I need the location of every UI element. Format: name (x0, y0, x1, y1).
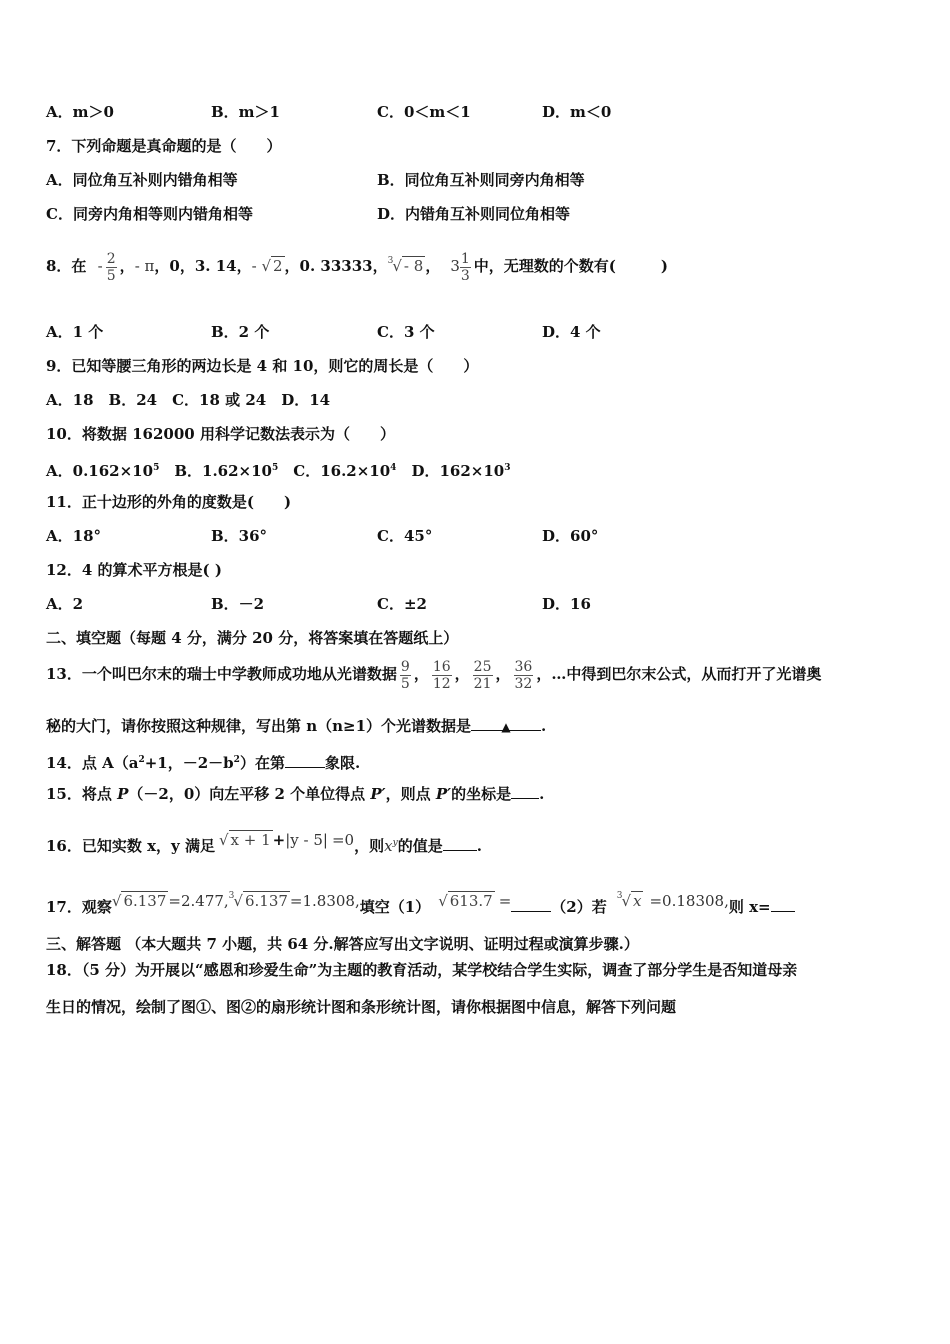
q15-text-b: （－2，0）向左平移 2 个单位得点 (128, 785, 371, 803)
q7-option-b: B．同位角互补则同旁内角相等 (377, 171, 585, 189)
q10-stem: 10．将数据 162000 用科学记数法表示为（ ） (46, 425, 395, 443)
q16-abs-content: y - 5 (290, 831, 323, 849)
q8-cbrt-index: 3 (387, 256, 394, 266)
q15-answer-blank[interactable] (511, 784, 539, 799)
q13-frac1-num: 9 (400, 658, 410, 675)
q13-sep2: ， (454, 665, 470, 683)
q10-option-b: B．1.62×10 (159, 462, 272, 480)
q16-text-a: 16．已知实数 x，y 满足 (46, 837, 215, 855)
q17-sqrt2: √ 613.7 (438, 892, 493, 910)
q13-frac2-den: 12 (432, 675, 451, 692)
q9-stem: 9．已知等腰三角形的两边长是 4 和 10，则它的周长是（ ） (46, 357, 479, 375)
q12-option-c: C．±2 (377, 595, 427, 613)
q15-point-p-prime-2: P′ (435, 785, 452, 803)
q13-line2-end: . (541, 717, 547, 735)
q13-answer-blank[interactable] (471, 716, 541, 734)
q13-prefix: 13．一个叫巴尔末的瑞士中学教师成功地从光谱数据 (46, 665, 397, 683)
q16-text-c: 的值是 (397, 837, 443, 855)
q7-option-d: D．内错角互补则同位角相等 (377, 205, 571, 223)
q14-sup2: 2 (233, 755, 240, 765)
q17-value3: = (498, 892, 512, 910)
q13-fraction-2 (432, 659, 452, 692)
q14-text-d: 象限. (324, 754, 361, 772)
q17-text-a: 17．观察 (46, 898, 112, 916)
q13-sep1: ， (413, 665, 429, 683)
q17-cbrt2: $^3$√ x (616, 891, 642, 910)
q12-option-a: A．2 (46, 595, 84, 613)
q17-answer-blank-1[interactable] (511, 897, 551, 912)
q18-line1: 18．（5 分）为开展以“感恩和珍爱生命”为主题的教育活动，某学校结合学生实际，调查了部分学生是否知道母亲 (46, 961, 798, 979)
q8-cbrt-radicand: - 8 (403, 257, 424, 275)
q13-frac3-den: 21 (473, 675, 492, 692)
q8-option-c: C．3 个 (377, 323, 435, 341)
q16-plus: + (272, 831, 286, 849)
q8-minus: - (97, 257, 103, 275)
q11-stem: 11．正十边形的外角的度数是( ) (46, 493, 292, 511)
q13-fraction-3 (473, 659, 493, 692)
q6-option-c: C．0＜m＜1 (377, 103, 471, 121)
q15-text-e: . (539, 785, 545, 803)
q17-stem (46, 878, 904, 925)
q11-option-a: A．18° (46, 527, 102, 545)
q13-line2 (46, 716, 904, 736)
q7-option-a: A．同位角互补则内错角相等 (46, 171, 238, 189)
q16-answer-blank[interactable] (443, 836, 477, 851)
q14-stem (46, 750, 904, 773)
q13-fraction-4 (514, 659, 534, 692)
q14-sup1: 2 (138, 755, 145, 765)
section3-heading: 三、解答题 （本大题共 7 小题，共 64 分.解答应写出文字说明、证明过程或演算步骤.） (46, 935, 639, 953)
q6-option-a: A．m＞0 (46, 103, 114, 121)
q8-sep1: ， (119, 257, 135, 275)
q6-option-b: B．m＞1 (211, 103, 280, 121)
q17-answer-blank-2[interactable] (771, 897, 795, 912)
q17-sqrt1-radicand: 6.137 (123, 892, 167, 910)
q16-base-x: x (384, 837, 393, 855)
q16-text-b: ，则 (354, 837, 385, 855)
q8-frac1-num: 2 (106, 250, 116, 267)
q8-mixed-den: 3 (460, 267, 470, 284)
q15-text-d: 的坐标是 (451, 785, 512, 803)
q10-option-c: C．16.2×10 (278, 462, 391, 480)
q7-option-c: C．同旁内角相等则内错角相等 (46, 205, 253, 223)
q16-abs: |y - 5| (285, 831, 328, 849)
q11-option-c: C．45° (377, 527, 433, 545)
q8-prefix: 8．在 (46, 257, 87, 275)
q12-stem: 12．4 的算术平方根是( ) (46, 561, 222, 579)
q10-option-d: D．162×10 (396, 462, 505, 480)
q14-text-b: +1，－2－b (144, 754, 234, 772)
q15-text-c: ，则点 (385, 785, 436, 803)
q17-cbrt2-radicand: x (633, 892, 642, 910)
q8-sqrt2-radicand: 2 (273, 257, 283, 275)
q13-frac4-num: 36 (514, 658, 533, 675)
q17-cbrt2-index: 3 (616, 891, 623, 901)
q16-sqrt: √ x + 1 (218, 831, 271, 849)
q17-sqrt1: √ 6.137 (111, 892, 167, 910)
q8-suffix: 中，无理数的个数有( ) (473, 257, 668, 275)
q8-mixed-fraction (460, 251, 471, 284)
q8-sqrt2: √ 2 (261, 257, 283, 275)
q16-exponent-y: y (392, 838, 398, 848)
q8-cbrt-neg8: $^3$√ - 8 (387, 256, 424, 275)
q13-frac2-num: 16 (432, 658, 451, 675)
q17-cbrt1: $^3$√ 6.137 (228, 891, 288, 910)
q13-frac4-den: 32 (514, 675, 533, 692)
q13-suffix: ，…中得到巴尔末公式，从而打开了光谱奥 (536, 665, 822, 683)
q10-exp-b: 5 (271, 463, 279, 473)
q8-option-a: A．1 个 (46, 323, 104, 341)
q8-option-d: D．4 个 (542, 323, 601, 341)
q12-option-d: D．16 (542, 595, 591, 613)
q11-option-d: D．60° (542, 527, 599, 545)
q16-stem (46, 822, 904, 864)
q13-line1 (46, 654, 904, 694)
q17-text-c: （2）若 (551, 898, 607, 916)
q15-stem (46, 784, 904, 804)
q17-cbrt1-radicand: 6.137 (244, 892, 288, 910)
q14-text-c: ）在第 (239, 754, 285, 772)
q11-option-b: B．36° (211, 527, 268, 545)
q18-line2: 生日的情况，绘制了图①、图②的扇形统计图和条形统计图，请你根据图中信息，解答下列问题 (46, 998, 677, 1016)
q8-mixed-whole: 3 (450, 257, 460, 275)
q12-option-b: B．－2 (211, 595, 265, 613)
q13-frac3-num: 25 (473, 658, 492, 675)
q16-equals-zero: =0 (331, 831, 355, 849)
q8-fraction-neg-2-5 (106, 251, 117, 284)
q14-text-a: 14．点 A（a (46, 754, 139, 772)
q13-line2-text: 秘的大门，请你按照这种规律，写出第 n（n≥1）个光谱数据是 (46, 717, 472, 735)
q8-frac1-den: 5 (106, 267, 116, 284)
q16-text-d: . (476, 837, 482, 855)
q17-value2: =1.8308, (289, 892, 360, 910)
q17-value1: =2.477, (168, 892, 229, 910)
q15-point-p: P (117, 785, 129, 803)
q13-fraction-1 (400, 659, 411, 692)
q15-text-a: 15．将点 (46, 785, 118, 803)
q10-exp-d: 3 (504, 463, 511, 473)
q16-sqrt-radicand: x + 1 (230, 831, 271, 849)
q17-cbrt1-index: 3 (228, 891, 235, 901)
q17-text-d: 则 x= (728, 898, 771, 916)
q8-minus-sqrt: - (251, 257, 262, 275)
q6-option-d: D．m＜0 (542, 103, 612, 121)
q8-after-cbrt: ， (425, 257, 441, 275)
q8-list: ，0，3. 14， (154, 257, 252, 275)
q9-options: A．18 B．24 C．18 或 24 D．14 (46, 391, 331, 409)
q10-exp-c: 4 (390, 463, 397, 473)
q8-stem (46, 243, 904, 284)
q13-triangle-mark: ▲ (501, 720, 511, 734)
q13-sep3: ， (495, 665, 511, 683)
q10-exp-a: 5 (153, 463, 160, 473)
q13-frac1-den: 5 (400, 675, 410, 692)
q17-value4: =0.18308, (649, 892, 729, 910)
q17-sqrt2-radicand: 613.7 (449, 892, 493, 910)
q10-option-a: A．0.162×10 (46, 462, 154, 480)
q7-stem: 7．下列命题是真命题的是（ ） (46, 137, 282, 155)
section2-heading: 二、填空题（每题 4 分，满分 20 分，将答案填在答题纸上） (46, 629, 459, 647)
q8-after-sqrt2: ，0. 33333， (284, 257, 388, 275)
q15-point-p-prime: P′ (370, 785, 386, 803)
q17-text-b: 填空（1） (359, 898, 431, 916)
q14-answer-blank[interactable] (285, 753, 325, 768)
q8-pi: - π (134, 257, 155, 275)
q8-mixed-num: 1 (460, 250, 470, 267)
q8-option-b: B．2 个 (211, 323, 270, 341)
q10-options (46, 458, 904, 481)
